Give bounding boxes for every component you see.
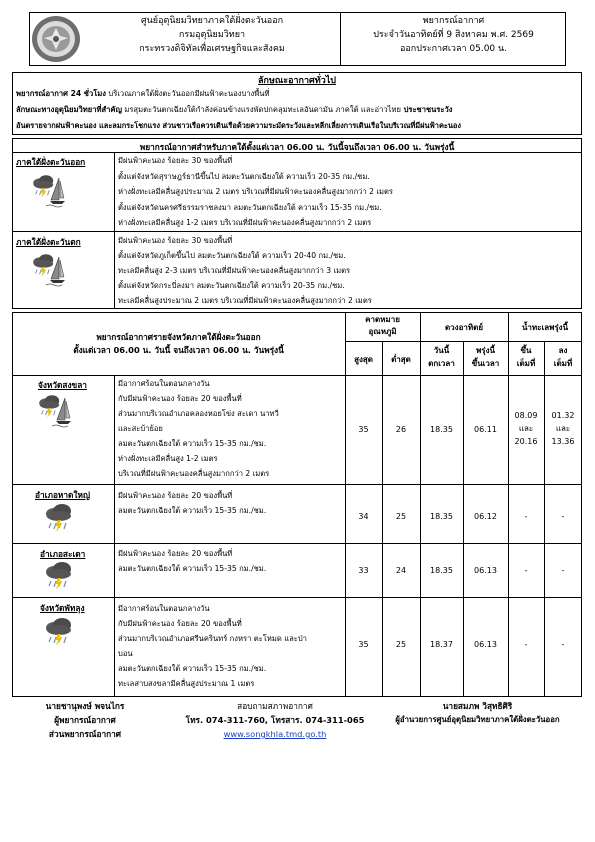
table-title-2: ตั้งแต่เวลา 06.00 น. วันนี้ จนถึงเวลา 06.00 น. วันพรุ่งนี้	[73, 345, 284, 355]
phatthalung-tide-high: -	[524, 640, 528, 649]
detail-line: และสะบ้าย้อย	[118, 424, 163, 433]
sadao-sunrise: 06.13	[474, 566, 497, 575]
director-name: นายสมภพ วิสุทธิศิริ	[442, 701, 513, 711]
general-weather-title: ลักษณะอากาศทั่วไป	[258, 76, 336, 86]
col-sunset-1: วันนี้	[433, 346, 450, 355]
hatyai-sunset: 18.35	[430, 512, 453, 521]
rain-cloud-sailboat-icon	[30, 172, 66, 208]
sadao-sunset: 18.35	[430, 566, 453, 575]
region-west-name: ภาคใต้ฝั่งตะวันตก	[16, 237, 81, 247]
col-max: สูงสุด	[354, 355, 373, 364]
phatthalung-sunrise: 06.13	[474, 640, 497, 649]
para2-text: มรสุมตะวันตกเฉียงใต้กำลังค่อนข้างแรงพัดปกคลุมทะเลอันดามัน ภาคใต้ และอ่าวไทย	[121, 105, 401, 114]
general-para-3: อันตรายจากฝนฟ้าคะนอง และลมกระโชกแรง ส่วนชาวเรือควรเดินเรือด้วยความระมัดระวังและหลีกเลี่ยงการเดินเรือในบริเวณที่มีฝนฟ้าคะนอง	[16, 121, 461, 130]
org-name: ศูนย์อุตุนิยมวิทยาภาคใต้ฝั่งตะวันออก	[140, 16, 284, 26]
songkhla-tide-low-1: 01.32	[551, 411, 575, 420]
phatthalung-sunset: 18.37	[430, 640, 453, 649]
general-para-2	[16, 104, 452, 116]
detail-line: มีอากาศร้อนในตอนกลางวัน	[118, 604, 210, 613]
rain-cloud-icon	[42, 500, 78, 536]
detail-line: ลมตะวันตกเฉียงใต้ ความเร็ว 15-35 กม./ชม.	[118, 564, 267, 573]
detail-line: บริเวณที่มีฝนฟ้าคะนองคลื่นสูงมากกว่า 2 เมตร	[118, 469, 270, 478]
detail-line: มีอากาศร้อนในตอนกลางวัน	[118, 379, 210, 388]
director-title: ผู้อำนวยการศูนย์อุตุนิยมวิทยาภาคใต้ฝั่งตะวันออก	[395, 715, 560, 724]
detail-line: กับมีฝนฟ้าคะนอง ร้อยละ 20 ของพื้นที่	[118, 394, 242, 403]
songkhla-min: 26	[395, 425, 407, 434]
province-name-hatyai: อำเภอหาดใหญ่	[35, 490, 91, 500]
detail-line: บอน	[118, 649, 133, 658]
detail-line: ห่างฝั่งทะเลมีคลื่นสูง 1-2 เมตร บริเวณที่มีฝนฟ้าคะนองคลื่นสูงมากกว่า 2 เมตร	[118, 218, 372, 227]
detail-line: ตั้งแต่จังหวัดสุราษฎร์ธานีขึ้นไป ลมตะวันตกเฉียงใต้ ความเร็ว 20-35 กม./ชม.	[118, 171, 370, 181]
hatyai-tide-high: -	[524, 512, 528, 521]
detail-line: ลมตะวันตกเฉียงใต้ ความเร็ว 15-35 กม./ชม.	[118, 664, 267, 673]
row-line-2	[12, 543, 582, 544]
detail-line: มีฝนฟ้าคะนอง ร้อยละ 20 ของพื้นที่	[118, 549, 233, 558]
para2-tail: ประชาชนระวัง	[400, 105, 453, 114]
songkhla-tide-low-2: และ	[555, 424, 571, 433]
detail-line: ตั้งแต่จังหวัดภูเก็ตขึ้นไป ลมตะวันตกเฉียงใต้ ความเร็ว 20-40 กม./ชม.	[118, 251, 346, 260]
para1-text: บริเวณภาคใต้ฝั่งตะวันออกมีฝนฟ้าคะนองบางพื้นที่	[106, 89, 270, 98]
songkhla-tide-low-3: 13.36	[551, 437, 575, 446]
rain-cloud-sailboat-icon	[30, 251, 66, 287]
col-sunset-2: ตกเวลา	[428, 359, 455, 368]
col-high-1: ขึ้น	[520, 346, 532, 355]
phatthalung-tide-low: -	[561, 640, 565, 649]
songkhla-max: 35	[358, 425, 369, 434]
tmd-logo	[30, 14, 82, 64]
songkhla-tide-high-1: 08.09	[514, 411, 538, 420]
contact-phone: โทร. 074-311-760, โทรสาร. 074-311-065	[185, 715, 365, 725]
hdr-sub-line	[345, 341, 582, 342]
col-div-desc	[114, 375, 115, 697]
col-low-1: ลง	[558, 346, 568, 355]
forecaster-section: ส่วนพยากรณ์อากาศ	[48, 729, 122, 739]
detail-line: ตั้งแต่จังหวัดนครศรีธรรมราชลงมา ลมตะวันตกเฉียงใต้ ความเร็ว 15-35 กม./ชม.	[118, 202, 382, 212]
detail-line: มีฝนฟ้าคะนอง ร้อยละ 30 ของพื้นที่	[118, 236, 233, 245]
region-east-name: ภาคใต้ฝั่งตะวันออก	[16, 157, 86, 167]
detail-line: ห่างฝั่งทะเลมีคลื่นสูง 1-2 เมตร	[118, 454, 218, 463]
department-name: กรมอุตุนิยมวิทยา	[178, 30, 246, 40]
phatthalung-max: 35	[358, 640, 369, 649]
hatyai-max: 34	[358, 512, 369, 521]
general-para-1	[16, 88, 269, 100]
forecaster-name: นายชานุพงษ์ พจนไกร	[45, 701, 125, 711]
detail-line: ลมตะวันตกเฉียงใต้ ความเร็ว 15-35 กม./ชม.	[118, 506, 267, 515]
songkhla-tide-high-3: 20.16	[514, 437, 538, 446]
detail-line: กับมีฝนฟ้าคะนอง ร้อยละ 20 ของพื้นที่	[118, 619, 242, 628]
songkhla-sunset: 18.35	[430, 425, 453, 434]
row-line-3	[12, 597, 582, 598]
temp-header-1: คาดหมาย	[365, 315, 400, 324]
detail-line: มีฝนฟ้าคะนอง ร้อยละ 20 ของพื้นที่	[118, 491, 233, 500]
table-title-1: พยากรณ์อากาศรายจังหวัดภาคใต้ฝั่งตะวันออก	[96, 332, 261, 342]
regional-title-divider	[12, 152, 582, 153]
phatthalung-min: 25	[395, 640, 407, 649]
forecast-title: พยากรณ์อากาศ	[422, 16, 485, 26]
col-low-2: เต็มที่	[553, 359, 573, 368]
hdr-bottom-line	[12, 375, 582, 376]
hatyai-tide-low: -	[561, 512, 565, 521]
tide-header: น้ำทะเลพรุ่งนี้	[521, 323, 569, 332]
detail-line: ส่วนมากบริเวณอำเภอศรีนครินทร์ กงหรา ตะโหมด และป่า	[118, 634, 307, 643]
row-line-1	[12, 484, 582, 485]
ministry-name: กระทรวงดิจิทัลเพื่อเศรษฐกิจและสังคม	[139, 44, 285, 54]
temp-header-2: อุณหภูมิ	[368, 327, 397, 336]
contact-title: สอบถามสภาพอากาศ	[237, 701, 313, 711]
detail-line: ทะเลมีคลื่นสูงประมาณ 2 เมตร บริเวณที่มีฝนฟ้าคะนองคลื่นสูงมากกว่า 2 เมตร	[118, 296, 372, 305]
detail-line: มีฝนฟ้าคะนอง ร้อยละ 30 ของพื้นที่	[118, 156, 233, 165]
regional-title: พยากรณ์อากาศสำหรับภาคใต้ตั้งแต่เวลา 06.00 น. วันนี้จนถึงเวลา 06.00 น. วันพรุ่งนี้	[139, 142, 455, 152]
detail-line: ส่วนมากบริเวณอำเภอคลองหอยโข่ง สะเดา นาทวี	[118, 409, 279, 418]
detail-line: ลมตะวันตกเฉียงใต้ ความเร็ว 15-35 กม./ชม.	[118, 439, 267, 448]
para1-lead: พยากรณ์อากาศ 24 ชั่วโมง	[16, 89, 107, 98]
detail-line: ตั้งแต่จังหวัดกระบี่ลงมา ลมตะวันตกเฉียงใต้ ความเร็ว 20-35 กม./ชม.	[118, 281, 345, 290]
website-link[interactable]: www.songkhla.tmd.go.th	[223, 729, 327, 739]
hatyai-sunrise: 06.12	[474, 512, 497, 521]
col-sunrise-1: พรุ่งนี้	[476, 346, 495, 355]
para2-lead: ลักษณะทางอุตุนิยมวิทยาที่สำคัญ	[16, 105, 122, 114]
forecast-date: ประจำวันอาทิตย์ที่ 9 สิงหาคม พ.ศ. 2569	[373, 30, 534, 40]
province-name-sadao: อำเภอสะเดา	[40, 549, 86, 559]
col-high-2: เต็มที่	[516, 359, 536, 368]
detail-line: ทะเลมีคลื่นสูง 2-3 เมตร บริเวณที่มีฝนฟ้าคะนองคลื่นสูงมากกว่า 3 เมตร	[118, 266, 351, 275]
rain-cloud-icon	[42, 558, 78, 594]
regional-row-divider	[12, 231, 582, 232]
col-sunrise-2: ขึ้นเวลา	[471, 359, 500, 368]
detail-line: ห่างฝั่งทะเลมีคลื่นสูงประมาณ 2 เมตร บริเวณที่มีฝนฟ้าคะนองคลื่นสูงมากกว่า 2 เมตร	[118, 187, 393, 196]
sadao-tide-high: -	[524, 566, 528, 575]
sun-header: ดวงอาทิตย์	[444, 323, 484, 332]
forecaster-title: ผู้พยากรณ์อากาศ	[54, 715, 116, 725]
col-min: ต่ำสุด	[391, 355, 411, 364]
songkhla-tide-high-2: และ	[518, 424, 534, 433]
sadao-max: 33	[358, 566, 369, 575]
province-name-phatthalung: จังหวัดพัทลุง	[40, 603, 85, 613]
province-name-songkhla: จังหวัดสงขลา	[38, 380, 87, 390]
sadao-min: 24	[395, 566, 407, 575]
detail-line: ทะเลสาบสงขลามีคลื่นสูงประมาณ 1 เมตร	[118, 679, 255, 688]
rain-cloud-icon	[42, 614, 78, 650]
rain-cloud-sailboat-icon	[36, 392, 72, 428]
sadao-tide-low: -	[561, 566, 565, 575]
issue-time: ออกประกาศเวลา 05.00 น.	[399, 44, 508, 54]
songkhla-sunrise: 06.11	[474, 425, 497, 434]
hatyai-min: 25	[395, 512, 407, 521]
